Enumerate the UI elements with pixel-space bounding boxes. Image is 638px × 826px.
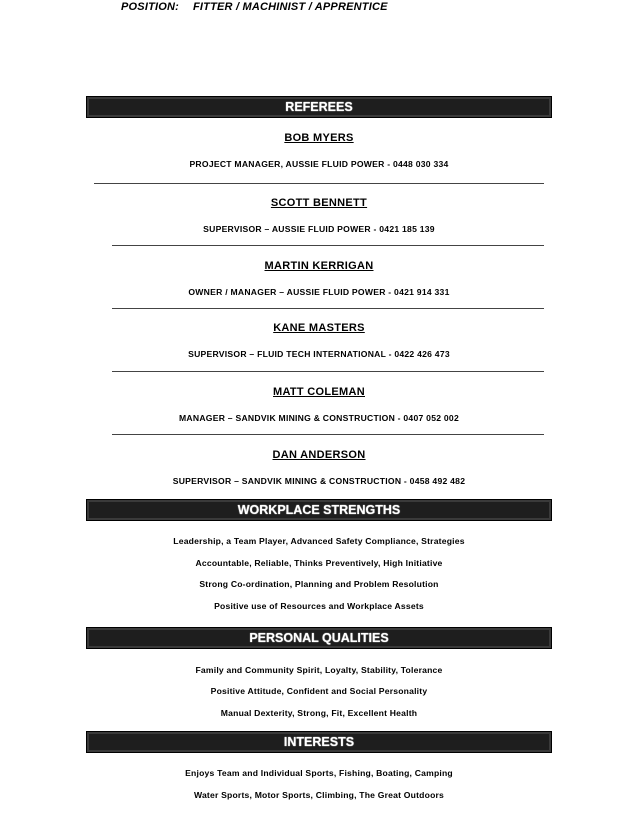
referee-name: KANE MASTERS <box>273 322 365 334</box>
referee-name: DAN ANDERSON <box>272 449 366 461</box>
interests-section-header <box>86 731 552 753</box>
position-label: POSITION: <box>121 1 180 13</box>
strength-item: Accountable, Reliable, Thinks Preventively, High Initiative <box>195 558 443 568</box>
referee-detail: MANAGER – SANDVIK MINING & CONSTRUCTION - 0407 052 002 <box>179 413 459 423</box>
interest-item: Enjoys Team and Individual Sports, Fishing, Boating, Camping <box>185 768 453 778</box>
referee-name: SCOTT BENNETT <box>270 197 368 209</box>
referee-detail: SUPERVISOR – FLUID TECH INTERNATIONAL - 0422 426 473 <box>188 349 450 359</box>
quality-item: Family and Community Spirit, Loyalty, Stability, Tolerance <box>195 665 443 675</box>
qualities-title: PERSONAL QUALITIES <box>249 631 389 645</box>
quality-item: Manual Dexterity, Strong, Fit, Excellent Health <box>220 708 418 718</box>
referee-name: BOB MYERS <box>284 132 354 144</box>
position-line <box>121 1 388 13</box>
divider <box>112 371 544 372</box>
referee-name: MATT COLEMAN <box>273 386 365 398</box>
referees-title: REFEREES <box>285 100 353 114</box>
quality-item: Positive Attitude, Confident and Social Personality <box>210 686 428 696</box>
strength-item: Positive use of Resources and Workplace Assets <box>214 601 424 611</box>
divider <box>112 245 544 246</box>
interests-title: INTERESTS <box>283 735 355 749</box>
divider <box>112 434 544 435</box>
position-value: FITTER / MACHINIST / APPRENTICE <box>193 1 388 13</box>
qualities-section-header <box>86 627 552 649</box>
strengths-title: WORKPLACE STRENGTHS <box>237 503 401 517</box>
referee-detail: SUPERVISOR – SANDVIK MINING & CONSTRUCTION - 0458 492 482 <box>172 476 466 486</box>
referee-name: MARTIN KERRIGAN <box>264 260 374 272</box>
strength-item: Leadership, a Team Player, Advanced Safety Compliance, Strategies <box>173 536 465 546</box>
strength-item: Strong Co-ordination, Planning and Problem Resolution <box>199 579 439 589</box>
referee-detail: SUPERVISOR – AUSSIE FLUID POWER - 0421 185 139 <box>203 224 435 234</box>
divider <box>112 308 544 309</box>
referee-detail: OWNER / MANAGER – AUSSIE FLUID POWER - 0421 914 331 <box>188 287 450 297</box>
referees-section-header <box>86 96 552 118</box>
strengths-section-header <box>86 499 552 521</box>
interest-item: Water Sports, Motor Sports, Climbing, The Great Outdoors <box>193 790 445 800</box>
divider <box>94 183 544 184</box>
referee-detail: PROJECT MANAGER, AUSSIE FLUID POWER - 0448 030 334 <box>189 159 449 169</box>
